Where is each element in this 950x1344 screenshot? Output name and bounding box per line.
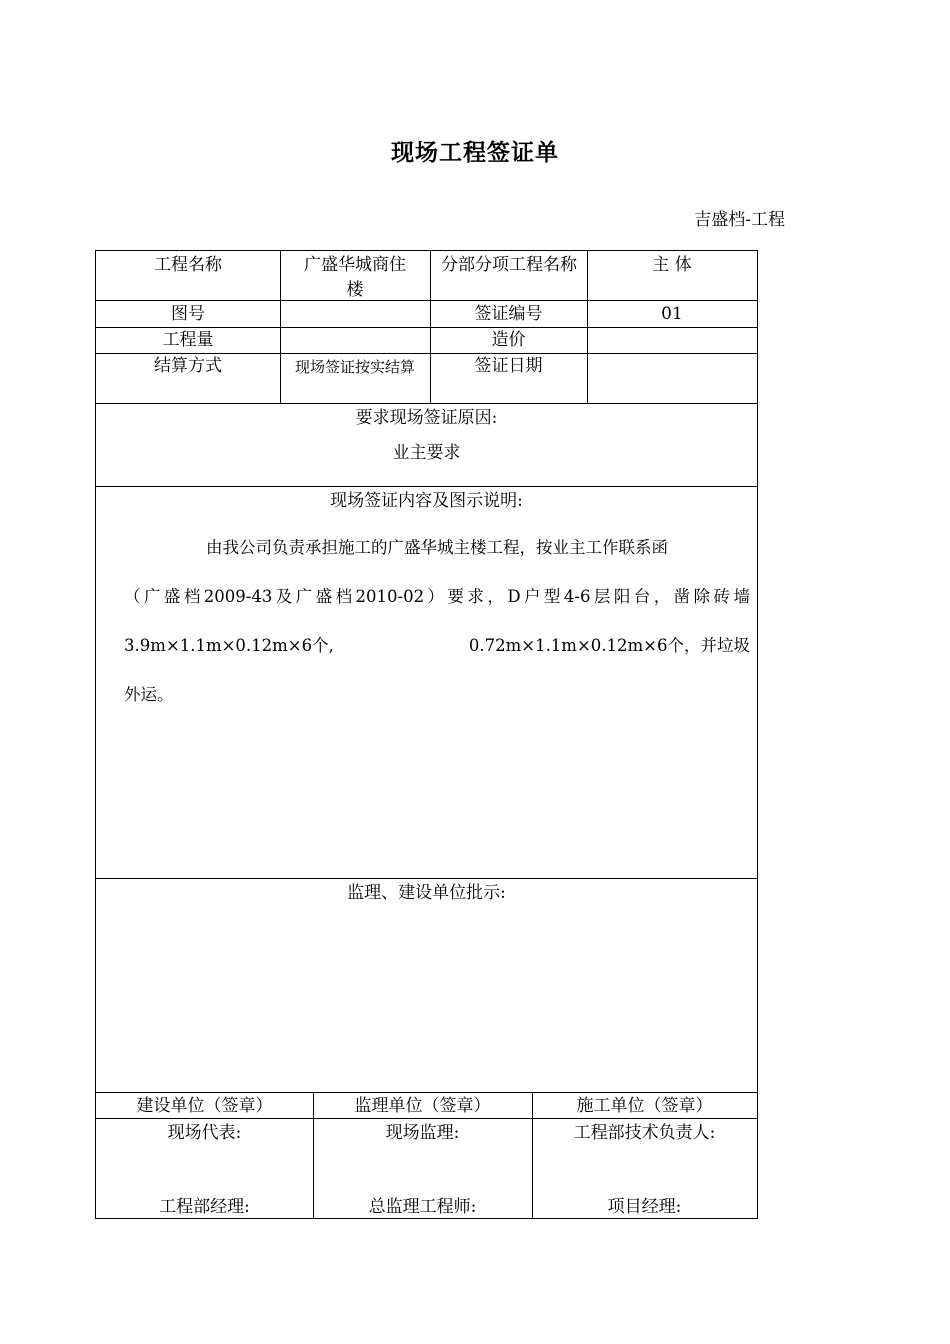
tech-lead-label: 工程部技术负责人: [573,1123,716,1143]
settlement-label: 结算方式 [154,356,222,376]
column-divider [280,251,281,403]
project-manager-label: 项目经理: [607,1197,682,1217]
row-divider [96,878,757,879]
settlement-value: 现场签证按实结算 [294,358,415,376]
builder-unit-seal: 施工单位（签章） [576,1096,713,1116]
construction-unit-seal: 建设单位（签章） [136,1096,273,1116]
visa-no-value: 01 [661,304,683,324]
sub-project-label: 分部分项工程名称 [441,255,577,275]
quantity-label: 工程量 [162,330,214,350]
site-supervisor-label: 现场监理: [385,1123,460,1143]
project-name-value: 广盛华城商住楼 [304,255,406,300]
visa-no-label: 签证编号 [474,304,543,324]
project-name-label: 工程名称 [154,255,222,275]
content-line-2: （广盛档2009-43及广盛档2010-02）要求，D户型4-6层阳台，凿除砖墙 [124,587,750,606]
reason-label: 要求现场签证原因: [355,408,498,428]
content-line-3 [124,621,750,670]
visa-form-table [95,250,758,1219]
content-line-3b: 0.72m×1.1m×0.12m×6个，并垃圾 [468,636,750,655]
content-line-1: 由我公司负责承担施工的广盛华城主楼工程，按业主工作联系函 [206,538,668,557]
drawing-no-label: 图号 [171,304,205,324]
content-label: 现场签证内容及图示说明: [330,491,523,511]
content-line-4: 外运。 [124,685,174,704]
reason-value: 业主要求 [392,443,461,463]
content-line-3a: 3.9m×1.1m×0.12m×6个, [124,636,334,655]
sub-project-value: 主 体 [652,255,692,275]
chief-supervisor-label: 总监理工程师: [368,1197,477,1217]
page-title: 现场工程签证单 [391,139,559,166]
cost-label: 造价 [491,330,526,350]
supervision-unit-seal: 监理单位（签章） [354,1096,491,1116]
row-divider [96,486,757,487]
document-code: 吉盛档-工程 [694,210,785,230]
visa-date-label: 签证日期 [474,356,543,376]
site-rep-label: 现场代表: [167,1123,242,1143]
approval-label: 监理、建设单位批示: [347,883,506,903]
dept-manager-label: 工程部经理: [159,1197,250,1217]
column-divider [430,251,431,403]
row-divider [96,300,757,301]
row-divider [96,403,757,404]
row-divider [96,1092,757,1093]
